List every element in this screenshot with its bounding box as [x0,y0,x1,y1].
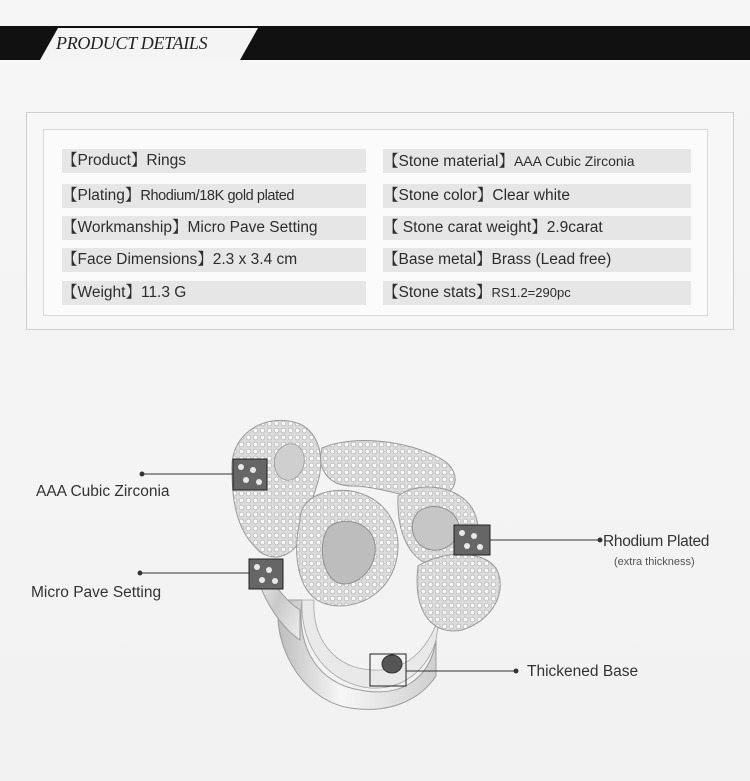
spec-key: 【 Stone carat weight】 [383,219,547,236]
spec-value: 2.3 x 3.4 cm [212,251,298,268]
zoom-square-setting [249,559,283,589]
spec-key: 【Stone stats】 [383,284,492,301]
spec-value: Rhodium/18K gold plated [140,188,295,204]
spec-key: 【Stone material】 [383,153,514,170]
leader-dot-setting [138,571,142,575]
callout-plating-label: Rhodium Plated [603,533,710,550]
spec-value: Micro Pave Setting [187,219,318,236]
spec-value: Rings [146,152,187,169]
leader-dot-plating [598,538,602,542]
spec-value: Brass (Lead free) [491,251,612,268]
spec-value: 11.3 G [140,284,187,301]
spec-value: RS1.2=290pc [491,285,571,300]
callout-plating-note: (extra thickness) [614,556,695,568]
leader-dot-stone [140,472,144,476]
spec-value: AAA Cubic Zirconia [513,153,635,169]
spec-key: 【Stone color】 [383,187,493,204]
spec-value: 2.9carat [546,219,603,236]
spec-key: 【Workmanship】 [62,219,188,236]
spec-key: 【Face Dimensions】 [62,251,213,268]
ring-shank [278,600,440,709]
callout-stone-label: AAA Cubic Zirconia [36,483,170,500]
spec-value: Clear white [492,187,570,204]
zoom-square-plating [454,525,490,555]
zoom-square-stone [233,459,267,490]
callout-base-label: Thickened Base [527,663,639,680]
spec-key: 【Base metal】 [383,251,492,268]
spec-key: 【Product】 [62,152,147,169]
section-title: PRODUCT DETAILS [56,33,208,53]
callout-setting-label: Micro Pave Setting [31,584,162,601]
spec-key: 【Weight】 [62,284,141,301]
spec-key: 【Plating】 [62,187,141,204]
leader-dot-base [514,669,518,673]
